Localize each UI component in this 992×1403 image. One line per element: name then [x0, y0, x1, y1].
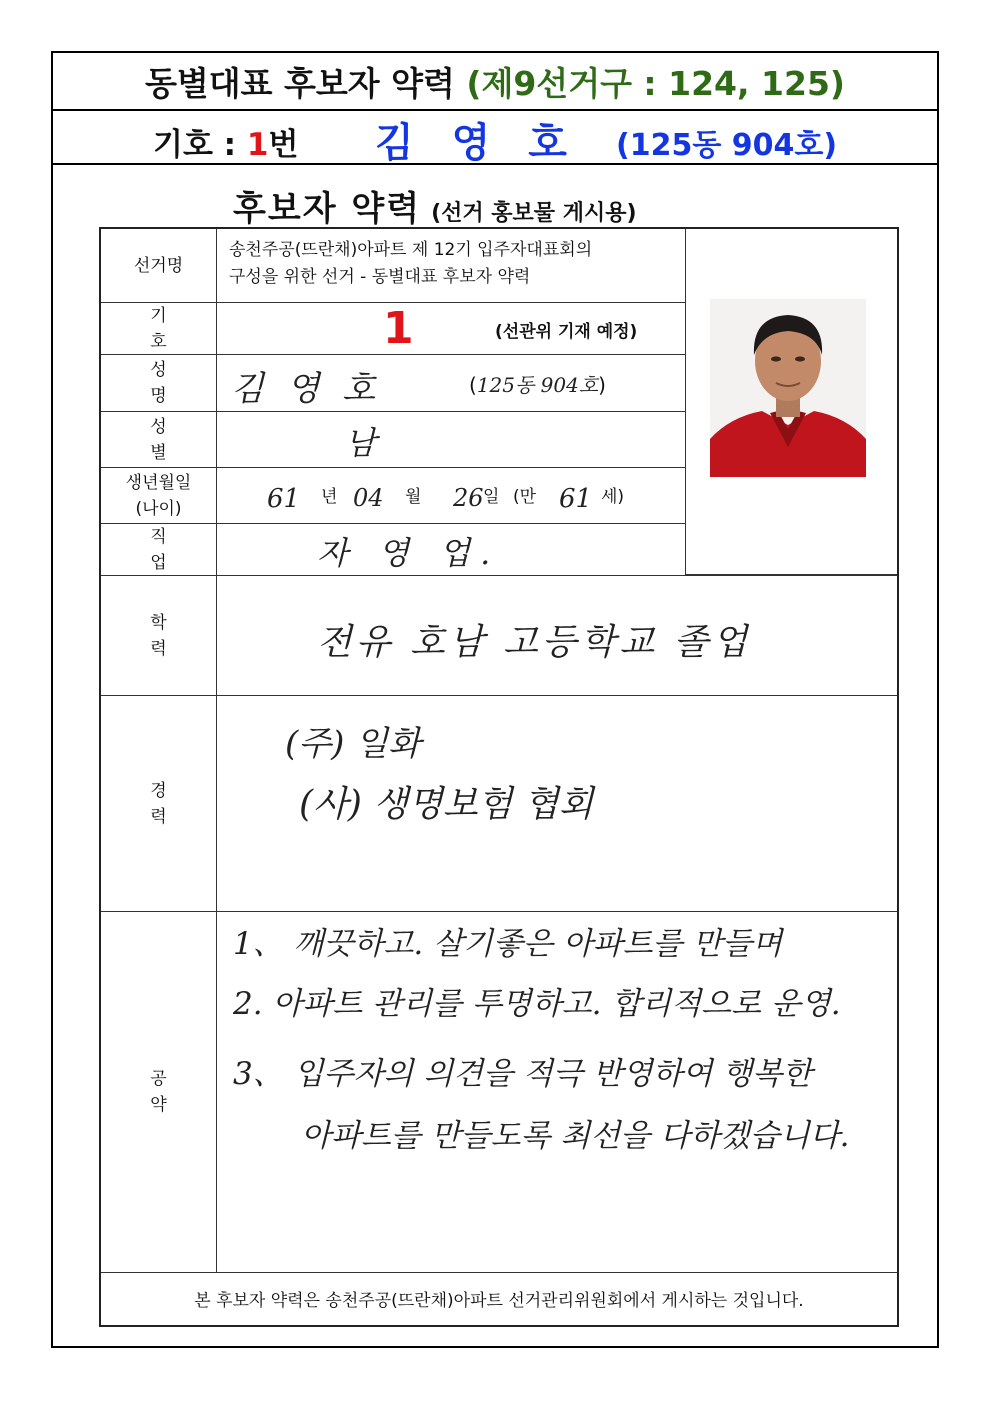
- job-handwritten: 자 영 업.: [317, 534, 501, 572]
- title-district: (제9선거구 : 124, 125): [466, 63, 845, 103]
- candidate-banner: [53, 109, 937, 165]
- value-election: [217, 229, 685, 302]
- candidate-photo-drawing: [710, 299, 866, 477]
- birth-year-unit: 년: [321, 487, 338, 507]
- age-unit: 세): [601, 487, 625, 507]
- career-line1: (주) 일화: [285, 724, 421, 764]
- name-char: 호: [528, 120, 567, 166]
- pledge-line1: 1、 깨끗하고. 살기좋은 아파트를 만들며: [233, 926, 783, 962]
- form-title: [233, 181, 637, 230]
- apt-close: ): [598, 373, 606, 397]
- birth-label: 생년월일: [125, 472, 192, 493]
- row-gender: [101, 412, 685, 468]
- document-title: [53, 53, 937, 111]
- value-pledge: [217, 912, 897, 1272]
- election-line2: 구성을 위한 선거 - 동별대표 후보자 약력: [229, 267, 531, 287]
- candidate-photo: [710, 299, 866, 477]
- gender-handwritten: 남: [345, 424, 376, 462]
- value-birth: [217, 468, 685, 523]
- birth-month-unit: 월: [405, 487, 422, 507]
- apartment-banner: (125동 904호): [616, 128, 838, 163]
- value-gender: [217, 412, 685, 467]
- name-handwritten: 김 영 호: [231, 369, 382, 409]
- birth-month: 04: [353, 484, 384, 512]
- label-name: 성 명: [101, 355, 217, 411]
- row-pledge: [101, 912, 897, 1273]
- age-label: (나이): [135, 498, 182, 519]
- label-career: 경 력: [101, 696, 217, 911]
- apt-open: (: [469, 373, 477, 397]
- value-symbol: [217, 303, 685, 354]
- symbol-suffix: 번: [268, 127, 299, 163]
- label-symbol: 기 호: [101, 303, 217, 354]
- label-gender: 성 별: [101, 412, 217, 467]
- apt-handwritten: 125동 904호: [476, 373, 599, 397]
- pledge-line4: 아파트를 만들도록 최선을 다하겠습니다.: [301, 1118, 850, 1154]
- document-frame: [51, 51, 939, 1348]
- profile-table: [99, 227, 899, 1327]
- name-char: 영: [451, 120, 491, 166]
- election-line1: 송천주공(뜨란채)아파트 제 12기 입주자대표회의: [229, 240, 593, 260]
- row-career: [101, 696, 897, 912]
- symbol-number: 1: [246, 127, 269, 163]
- symbol-note: (선관위 기재 예정): [495, 322, 638, 342]
- label-pledge: 공 약: [101, 912, 217, 1272]
- birth-day-unit: 일: [483, 487, 500, 507]
- symbol-label: 기호 :: [153, 127, 247, 163]
- title-main: 동별대표 후보자 약력: [145, 63, 455, 103]
- age-open: (만: [513, 487, 537, 507]
- education-handwritten: 전유 호남 고등학교 졸업: [317, 622, 752, 663]
- candidate-name-banner: [375, 111, 605, 168]
- value-name: [217, 355, 685, 411]
- value-job: [217, 524, 897, 575]
- symbol-value: 1: [383, 303, 414, 354]
- label-birth: [101, 468, 217, 523]
- birth-year: 61: [267, 484, 301, 514]
- form-subtitle: (선거 홍보물 게시용): [431, 201, 637, 226]
- pledge-line3: 3、 입주자의 의견을 적극 반영하여 행복한: [233, 1056, 813, 1092]
- label-education: 학 력: [101, 576, 217, 695]
- row-name: [101, 355, 685, 412]
- age-value: 61: [559, 484, 593, 514]
- label-election: 선거명: [101, 229, 217, 302]
- row-birth: [101, 468, 685, 524]
- label-job: 직 업: [101, 524, 217, 575]
- row-education: [101, 576, 897, 696]
- name-char: 김: [375, 120, 414, 166]
- row-symbol: [101, 303, 685, 355]
- pledge-line2: 2. 아파트 관리를 투명하고. 합리적으로 운영.: [233, 986, 841, 1022]
- birth-day: 26: [453, 484, 484, 512]
- career-line2: (사) 생명보험 협회: [299, 784, 594, 825]
- form-footer: 본 후보자 약력은 송천주공(뜨란채)아파트 선거관리위원회에서 게시하는 것입니다.: [194, 1290, 804, 1311]
- row-election: [101, 229, 685, 303]
- value-career: [217, 696, 897, 911]
- value-education: [217, 576, 897, 695]
- symbol-banner: [153, 119, 298, 164]
- form-title-main: 후보자 약력: [233, 189, 422, 229]
- row-job: [101, 524, 897, 576]
